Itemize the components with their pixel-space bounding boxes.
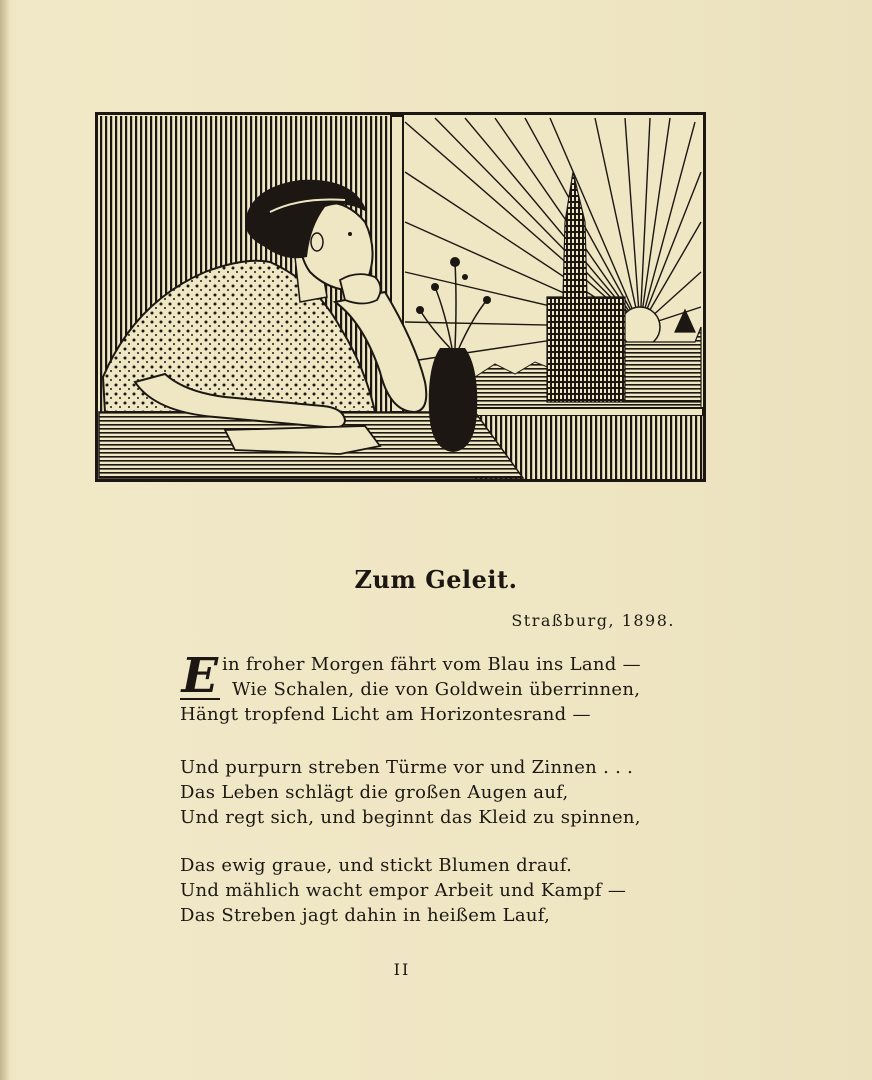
verse-line: Das ewig graue, und stickt Blumen drauf. [180, 855, 573, 876]
verse-line: Wie Schalen, die von Goldwein überrinnen, [232, 679, 641, 700]
stanza-3 [180, 853, 700, 928]
verse-line: Hängt tropfend Licht am Horizontesrand — [180, 704, 591, 725]
stanza-1 [180, 648, 700, 727]
verse-line: Das Leben schlägt die großen Augen auf, [180, 782, 569, 803]
woodcut-illustration [95, 112, 706, 482]
verse-text: in froher Morgen fährt vom Blau ins Land — [222, 654, 641, 675]
verse-line: Und regt sich, und beginnt das Kleid zu spinnen, [180, 807, 641, 828]
poem-title: Zum Geleit. [354, 565, 518, 594]
page-number: II [393, 960, 411, 979]
stanza-2 [180, 755, 700, 830]
verse-line: Und purpurn streben Türme vor und Zinnen . . . [180, 757, 634, 778]
verse-line: Das Streben jagt dahin in heißem Lauf, [180, 905, 551, 926]
gutter-shadow [0, 0, 10, 1080]
decorative-initial: E [181, 648, 219, 704]
place-and-date: Straßburg, 1898. [511, 611, 675, 630]
verse-line: Und mählich wacht empor Arbeit und Kampf — [180, 880, 627, 901]
